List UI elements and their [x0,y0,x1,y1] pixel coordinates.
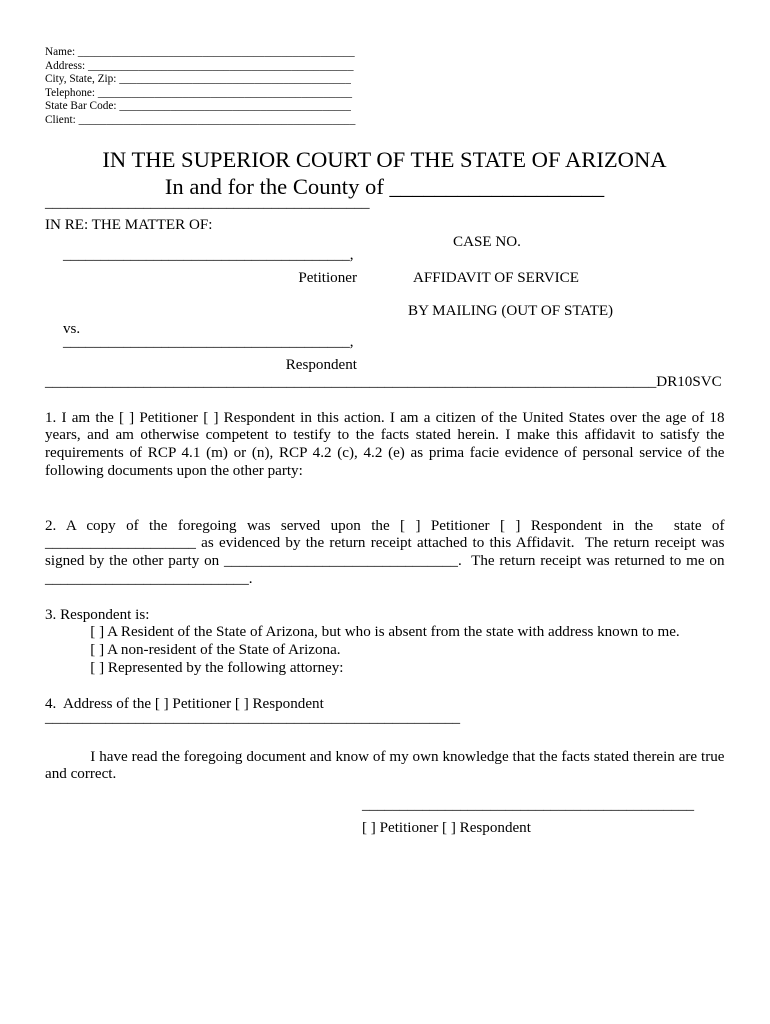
paragraph-line: ____________________ as evidenced by the return receipt attached to this Affidavit. The return receipt was [45,535,725,552]
telephone-field: Telephone: _____________________________________________ [45,86,353,99]
paragraph-1 [45,410,725,481]
paragraph-line: requirements of RCP 4.1 (m) or (n), RCP 4.2 (c), 4.2 (e) as prima facie evidence of personal service of the [45,444,725,461]
state-bar-code-field: State Bar Code: _________________________________________ [45,100,351,113]
status-option-resident: [ ] A Resident of the State of Arizona, but who is absent from the state with address known to me. [90,624,680,641]
status-option-nonresident: [ ] A non-resident of the State of Arizona. [90,641,341,658]
form-code-rule: _________________________________________________________________________________ [45,373,657,390]
verification-statement [45,749,725,784]
status-option-attorney: [ ] Represented by the following attorney: [90,659,344,676]
respondent-label: Respondent [285,356,357,373]
paragraph-line: and correct. [45,766,117,783]
name-field: Name: _________________________________________________ [45,46,355,58]
attorney-info-block [45,46,355,128]
respondent-name-line: ______________________________________, [63,333,354,350]
court-title: IN THE SUPERIOR COURT OF THE STATE OF ARIZONA [102,147,667,172]
petitioner-label: Petitioner [298,269,357,286]
in-re-label: IN RE: THE MATTER OF: [45,216,213,233]
document-subtitle: BY MAILING (OUT OF STATE) [408,302,614,319]
form-code-row [45,374,722,392]
paragraph-line: I have read the foregoing document and know of my own knowledge that the facts stated therein are true [90,748,725,765]
address-line: _______________________________________________________ [45,710,461,726]
paragraph-line: ___________________________. [45,570,253,587]
county-line: In and for the County of ___________________ [164,174,605,199]
signature-line: ____________________________________________ [362,796,695,813]
versus-label: vs. [63,320,81,337]
respondent-status-heading: 3. Respondent is: [45,606,150,623]
petitioner-name-line: ______________________________________, [63,246,354,263]
paragraph-line: following documents upon the other party: [45,462,303,479]
client-field: Client: _________________________________________________ [45,113,356,126]
signature-label: [ ] Petitioner [ ] Respondent [362,819,531,836]
form-code: DR10SVC [656,373,722,390]
caption-separator: ___________________________________________ [45,195,370,211]
address-field: Address: _______________________________________________ [45,59,354,72]
paragraph-line: 1. I am the [ ] Petitioner [ ] Respondent in this action. I am a citizen of the United States over the age of 18 [45,409,725,426]
paragraph-line: signed by the other party on _______________________________. The return receipt was returned to me on [45,552,725,569]
paragraph-line: years, and am otherwise competent to testify to the facts stated herein. I make this affidavit to satisfy the [45,427,725,444]
paragraph-2 [45,518,725,589]
document-title: AFFIDAVIT OF SERVICE [413,269,579,286]
address-heading: 4. Address of the [ ] Petitioner [ ] Respondent [45,695,324,712]
city-state-zip-field: City, State, Zip: _________________________________________ [45,73,351,86]
paragraph-3 [45,607,725,678]
case-number-label: CASE NO. [453,233,521,250]
paragraph-line: 2. A copy of the foregoing was served upon the [ ] Petitioner [ ] Respondent in the state of [45,517,725,534]
